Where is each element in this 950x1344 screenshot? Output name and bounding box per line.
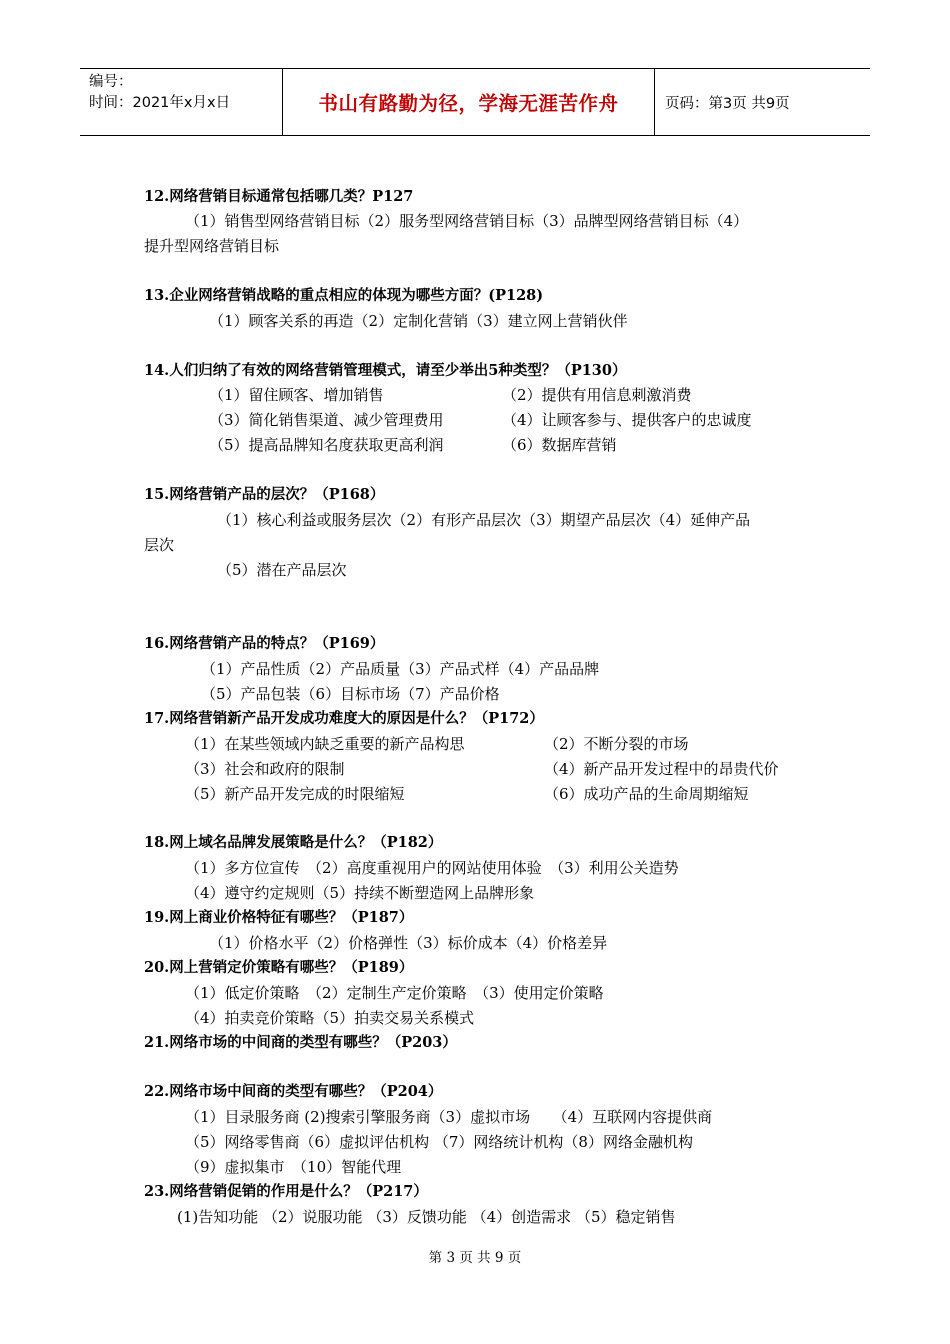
answer-line: （6）成功产品的生命周期缩短 [544,785,749,803]
question-21: 21.网络市场的中间商的类型有哪些？（P203） [144,1034,457,1051]
answer-line: （6）数据库营销 [502,436,617,454]
answer-line: （1）产品性质（2）产品质量（3）产品式样（4）产品品牌 [201,660,600,678]
answer-line: （2）提供有用信息刺激消费 [502,386,692,404]
question-16: 16.网络营销产品的特点？（P169） [144,635,385,652]
answer-line: (1)告知功能 （2）说服功能 （3）反馈功能 （4）创造需求 （5）稳定销售 [177,1208,676,1226]
header-meta [80,69,283,135]
header-page-number: 页码：第3页 共9页 [665,95,790,112]
page-footer: 第 3 页 共 9 页 [428,1250,522,1266]
question-14: 14.人们归纳了有效的网络营销管理模式，请至少举出5种类型？（P130） [144,362,627,379]
answer-line: （2）不断分裂的市场 [544,735,689,753]
answer-line: （5）提高品牌知名度获取更高利润 [209,436,444,454]
answer-line: 层次 [144,536,175,554]
question-20: 20.网上营销定价策略有哪些？（P189） [144,959,414,976]
answer-line: （5）网络零售商（6）虚拟评估机构 （7）网络统计机构（8）网络金融机构 [185,1133,693,1151]
document-date-label: 时间：2021年x月x日 [89,95,231,111]
answer-line: （3）社会和政府的限制 [185,760,345,778]
answer-line: （4）拍卖竞价策略（5）拍卖交易关系模式 [185,1009,475,1027]
answer-line: （1）目录服务商 (2)搜索引擎服务商（3）虚拟市场 （4）互联网内容提供商 [185,1108,713,1126]
answer-line: （4）新产品开发过程中的昂贵代价 [544,760,779,778]
answer-line: （5）潜在产品层次 [217,561,347,579]
question-13: 13.企业网络营销战略的重点相应的体现为哪些方面？(P128) [144,287,544,304]
question-12: 12.网络营销目标通常包括哪几类？P127 [144,188,414,205]
answer-line: 提升型网络营销目标 [144,237,280,255]
answer-line: （1）留住顾客、增加销售 [209,386,384,404]
question-22: 22.网络市场中间商的类型有哪些？（P204） [144,1083,443,1100]
answer-line: （1）价格水平（2）价格弹性（3）标价成本（4）价格差异 [209,934,608,952]
answer-line: （1）多方位宣传 （2）高度重视用户的网站使用体验 （3）利用公关造势 [185,859,679,877]
answer-line: （1）销售型网络营销目标（2）服务型网络营销目标（3）品牌型网络营销目标（4） [185,212,749,230]
answer-line: （5）新产品开发完成的时限缩短 [185,785,405,803]
answer-line: （1）核心利益或服务层次（2）有形产品层次（3）期望产品层次（4）延伸产品 [217,511,751,529]
answer-line: （3）简化销售渠道、减少管理费用 [209,411,444,429]
answer-line: （1）在某些领域内缺乏重要的新产品构思 [185,735,465,753]
question-17: 17.网络营销新产品开发成功难度大的原因是什么？（P172） [144,710,544,727]
document-number-label: 编号： [89,74,133,90]
answer-line: （5）产品包装（6）目标市场（7）产品价格 [201,685,500,703]
answer-line: （4）让顾客参与、提供客户的忠诚度 [502,411,752,429]
answer-line: （1）顾客关系的再造（2）定制化营销（3）建立网上营销伙伴 [209,312,628,330]
header-motto: 书山有路勤为径，学海无涯苦作舟 [283,69,655,135]
answer-line: （9）虚拟集市 （10）智能代理 [185,1158,402,1176]
question-18: 18.网上域名品牌发展策略是什么？（P182） [144,834,443,851]
question-19: 19.网上商业价格特征有哪些？（P187） [144,909,414,926]
answer-line: （1）低定价策略 （2）定制生产定价策略 （3）使用定价策略 [185,984,604,1002]
answer-line: （4）遵守约定规则（5）持续不断塑造网上品牌形象 [185,884,535,902]
question-15: 15.网络营销产品的层次？（P168） [144,486,385,503]
page-header [80,68,870,136]
question-23: 23.网络营销促销的作用是什么？（P217） [144,1183,428,1200]
